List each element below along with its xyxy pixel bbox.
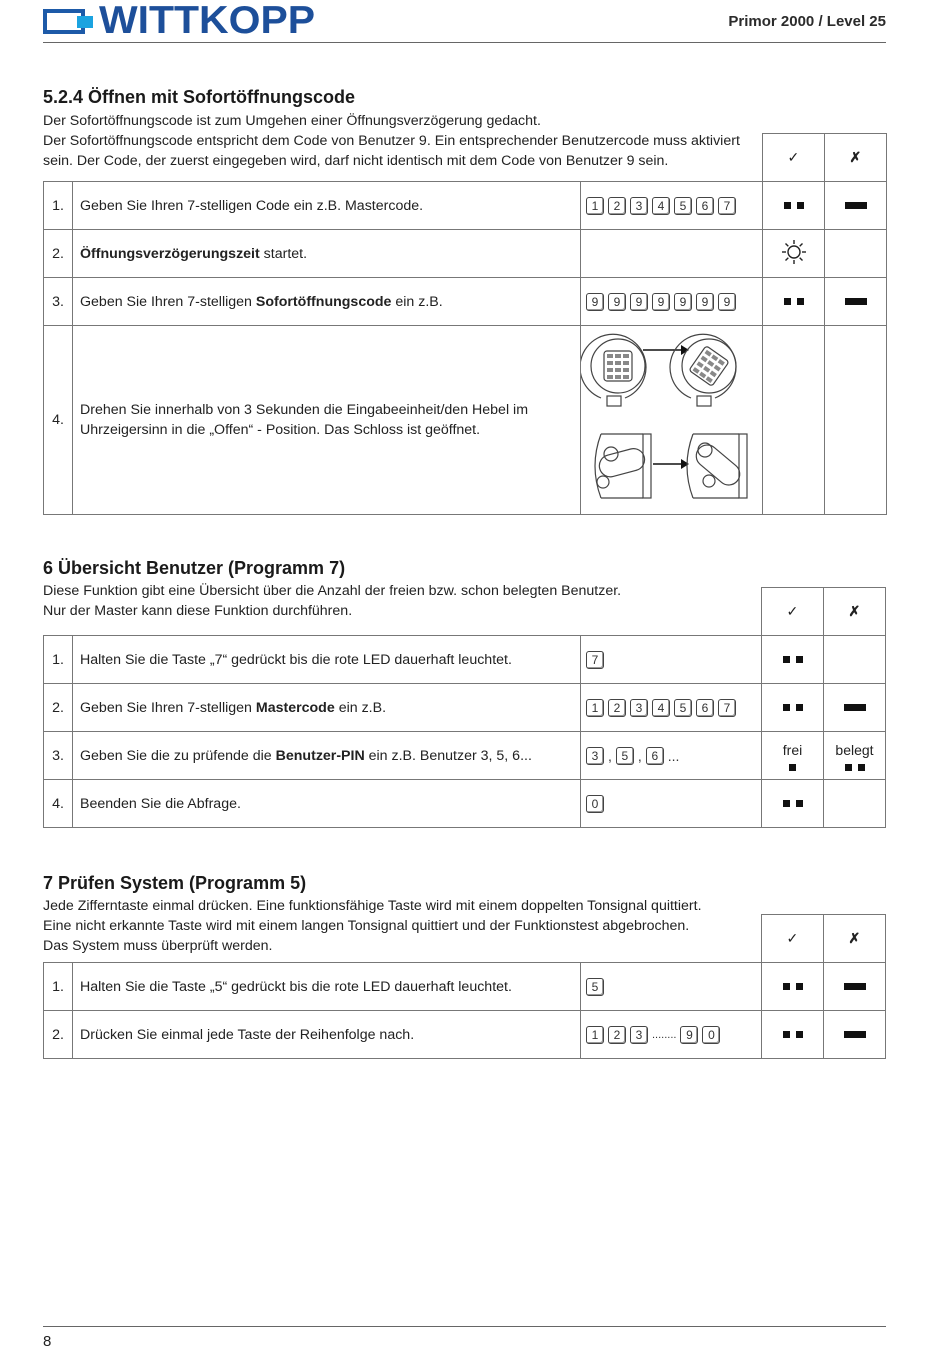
steps-table-6	[43, 587, 886, 828]
step-number: 2.	[44, 230, 73, 278]
key-icon: 3	[586, 747, 604, 765]
step-number: 2.	[44, 684, 73, 732]
key-icon: 9	[674, 293, 692, 311]
key-icon: 9	[652, 293, 670, 311]
step-text-bold: Benutzer-PIN	[275, 747, 365, 764]
section-title-6: 6 Übersicht Benutzer (Programm 7)	[43, 558, 346, 578]
double-beep-icon	[762, 800, 823, 807]
used-label: belegt	[835, 741, 874, 758]
step-number: 2.	[44, 1011, 73, 1059]
key-icon: 6	[696, 197, 714, 215]
logo-mark-icon	[43, 6, 93, 36]
step-number: 3.	[44, 732, 73, 780]
step-text-rest: ein z.B. Benutzer 3, 5, 6...	[364, 747, 532, 764]
step-text	[73, 732, 581, 780]
step-text: Geben Sie Ihren 7-stelligen Code ein z.B. Mastercode.	[73, 182, 581, 230]
section-title-5-2-4: 5.2.4 Öffnen mit Sofortöffnungscode	[43, 87, 356, 107]
intro-line: Jede Zifferntaste einmal drücken. Eine funktionsfähige Taste wird mit einem doppelten Tonsignal quittiert.	[43, 898, 702, 914]
keypad-sequence	[581, 747, 761, 765]
footer-divider	[43, 1326, 886, 1327]
key-icon: 7	[586, 651, 604, 669]
key-icon: 6	[646, 747, 664, 765]
double-beep-icon	[762, 656, 823, 663]
step-text: Drehen Sie innerhalb von 3 Sekunden die Eingabeeinheit/den Hebel im Uhrzeigersinn in die „Offen“ - Position. Das Schloss ist geöffnet.	[73, 326, 581, 515]
key-icon: 9	[608, 293, 626, 311]
check-icon: ✓	[763, 134, 825, 182]
step-number: 3.	[44, 278, 73, 326]
key-icon: 9	[718, 293, 736, 311]
keypad-sequence	[581, 197, 762, 215]
keypad-sequence	[581, 1026, 761, 1044]
long-beep-icon	[844, 704, 866, 711]
double-beep-icon	[763, 202, 824, 209]
check-icon: ✓	[762, 915, 824, 963]
step-text-bold: Öffnungsverzögerungszeit	[80, 245, 260, 262]
step-text: Beenden Sie die Abfrage.	[73, 780, 581, 828]
double-beep-icon	[824, 764, 885, 771]
free-label: frei	[782, 741, 803, 758]
step-number: 4.	[44, 780, 73, 828]
intro-line: Nur der Master kann diese Funktion durchführen.	[43, 603, 353, 619]
table-row	[44, 732, 886, 780]
long-beep-icon	[845, 298, 867, 305]
sun-icon	[763, 230, 825, 278]
step-text-rest: startet.	[259, 245, 308, 262]
intro-line: Eine nicht erkannte Taste wird mit einem langen Tonsignal quittiert und der Funktionstest abgebrochen.	[43, 918, 690, 934]
key-icon: 2	[608, 197, 626, 215]
cross-icon: ✗	[824, 915, 886, 963]
double-beep-icon	[762, 1031, 823, 1038]
keypad-sequence	[581, 978, 761, 996]
key-ellipsis: ........	[652, 1028, 677, 1041]
page-number: 8	[43, 1333, 52, 1350]
key-icon: 6	[696, 699, 714, 717]
key-icon: 2	[608, 1026, 626, 1044]
table-row	[44, 182, 887, 230]
intro-line: Der Sofortöffnungscode ist zum Umgehen einer Öffnungsverzögerung gedacht.	[43, 113, 541, 129]
double-beep-icon	[762, 704, 823, 711]
table-row	[44, 1011, 886, 1059]
step-number: 1.	[44, 963, 73, 1011]
key-icon: 5	[616, 747, 634, 765]
header-divider	[43, 42, 886, 43]
step-text: Halten Sie die Taste „7“ gedrückt bis die rote LED dauerhaft leuchtet.	[73, 636, 581, 684]
table-row	[44, 684, 886, 732]
step-text	[73, 230, 581, 278]
key-icon: 4	[652, 197, 670, 215]
step-text-rest: ein z.B.	[334, 699, 387, 716]
brand-name: WITTKOPP	[99, 0, 316, 42]
key-icon: 5	[586, 978, 604, 996]
step-number: 1.	[44, 182, 73, 230]
key-icon: 7	[718, 197, 736, 215]
table-row	[44, 963, 886, 1011]
long-beep-icon	[845, 202, 867, 209]
double-beep-icon	[763, 298, 824, 305]
intro-line: Diese Funktion gibt eine Übersicht über die Anzahl der freien bzw. schon belegten Benutzer.	[43, 583, 622, 599]
key-icon: 0	[586, 795, 604, 813]
document-title: Primor 2000 / Level 25	[728, 13, 886, 30]
double-beep-icon	[762, 983, 823, 990]
step-text: Halten Sie die Taste „5“ gedrückt bis die rote LED dauerhaft leuchtet.	[73, 963, 581, 1011]
turn-illustration	[581, 326, 763, 515]
key-icon: 9	[630, 293, 648, 311]
key-ellipsis: ...	[667, 747, 680, 764]
key-icon: 5	[674, 197, 692, 215]
key-icon: 1	[586, 197, 604, 215]
step-text-pre: Geben Sie Ihren 7-stelligen	[80, 293, 256, 310]
cross-icon: ✗	[824, 588, 886, 636]
keypad-sequence	[581, 699, 761, 717]
check-icon: ✓	[762, 588, 824, 636]
cross-icon: ✗	[825, 134, 887, 182]
step-text-bold: Sofortöffnungscode	[255, 293, 392, 310]
table-row	[44, 230, 887, 278]
step-number: 4.	[44, 326, 73, 515]
key-icon: 9	[586, 293, 604, 311]
step-text-pre: Geben Sie Ihren 7-stelligen	[80, 699, 256, 716]
step-text: Drücken Sie einmal jede Taste der Reihenfolge nach.	[73, 1011, 581, 1059]
key-icon: 3	[630, 197, 648, 215]
key-icon: 9	[696, 293, 714, 311]
single-beep-icon	[762, 764, 823, 771]
section-title-7: 7 Prüfen System (Programm 5)	[43, 873, 307, 893]
key-icon: 4	[652, 699, 670, 717]
table-row	[44, 278, 887, 326]
long-beep-icon	[844, 983, 866, 990]
lock-turn-illustration	[581, 326, 762, 510]
step-text	[73, 684, 581, 732]
table-row	[44, 326, 887, 515]
key-icon: 0	[702, 1026, 720, 1044]
keypad-sequence	[581, 293, 762, 311]
key-separator: ,	[637, 747, 642, 764]
table-row	[44, 780, 886, 828]
key-icon: 7	[718, 699, 736, 717]
steps-table-7	[43, 914, 886, 1059]
step-text	[73, 278, 581, 326]
brand-logo	[43, 0, 316, 42]
steps-table-5-2-4	[43, 133, 887, 515]
intro-line: Der Sofortöffnungscode entspricht dem Code von Benutzer 9. Ein entsprechender Benutzercode muss aktiviert sein. Der Code, der zuerst eingegeben wird, darf nicht identisch mit dem Code von Benutzer 9 sein.	[43, 133, 740, 169]
key-icon: 1	[586, 699, 604, 717]
key-icon: 2	[608, 699, 626, 717]
step-number: 1.	[44, 636, 73, 684]
step-text-rest: ein z.B.	[391, 293, 443, 310]
key-icon: 1	[586, 1026, 604, 1044]
intro-line: Das System muss überprüft werden.	[43, 938, 273, 954]
keypad-sequence	[581, 795, 761, 813]
step-text-bold: Mastercode	[255, 699, 335, 716]
key-icon: 9	[680, 1026, 698, 1044]
key-icon: 5	[674, 699, 692, 717]
key-separator: ,	[608, 747, 612, 764]
key-icon: 3	[630, 1026, 648, 1044]
keypad-sequence	[581, 651, 761, 669]
table-row	[44, 636, 886, 684]
long-beep-icon	[844, 1031, 866, 1038]
key-icon: 3	[630, 699, 648, 717]
step-text-pre: Geben Sie die zu prüfende die	[80, 747, 276, 764]
